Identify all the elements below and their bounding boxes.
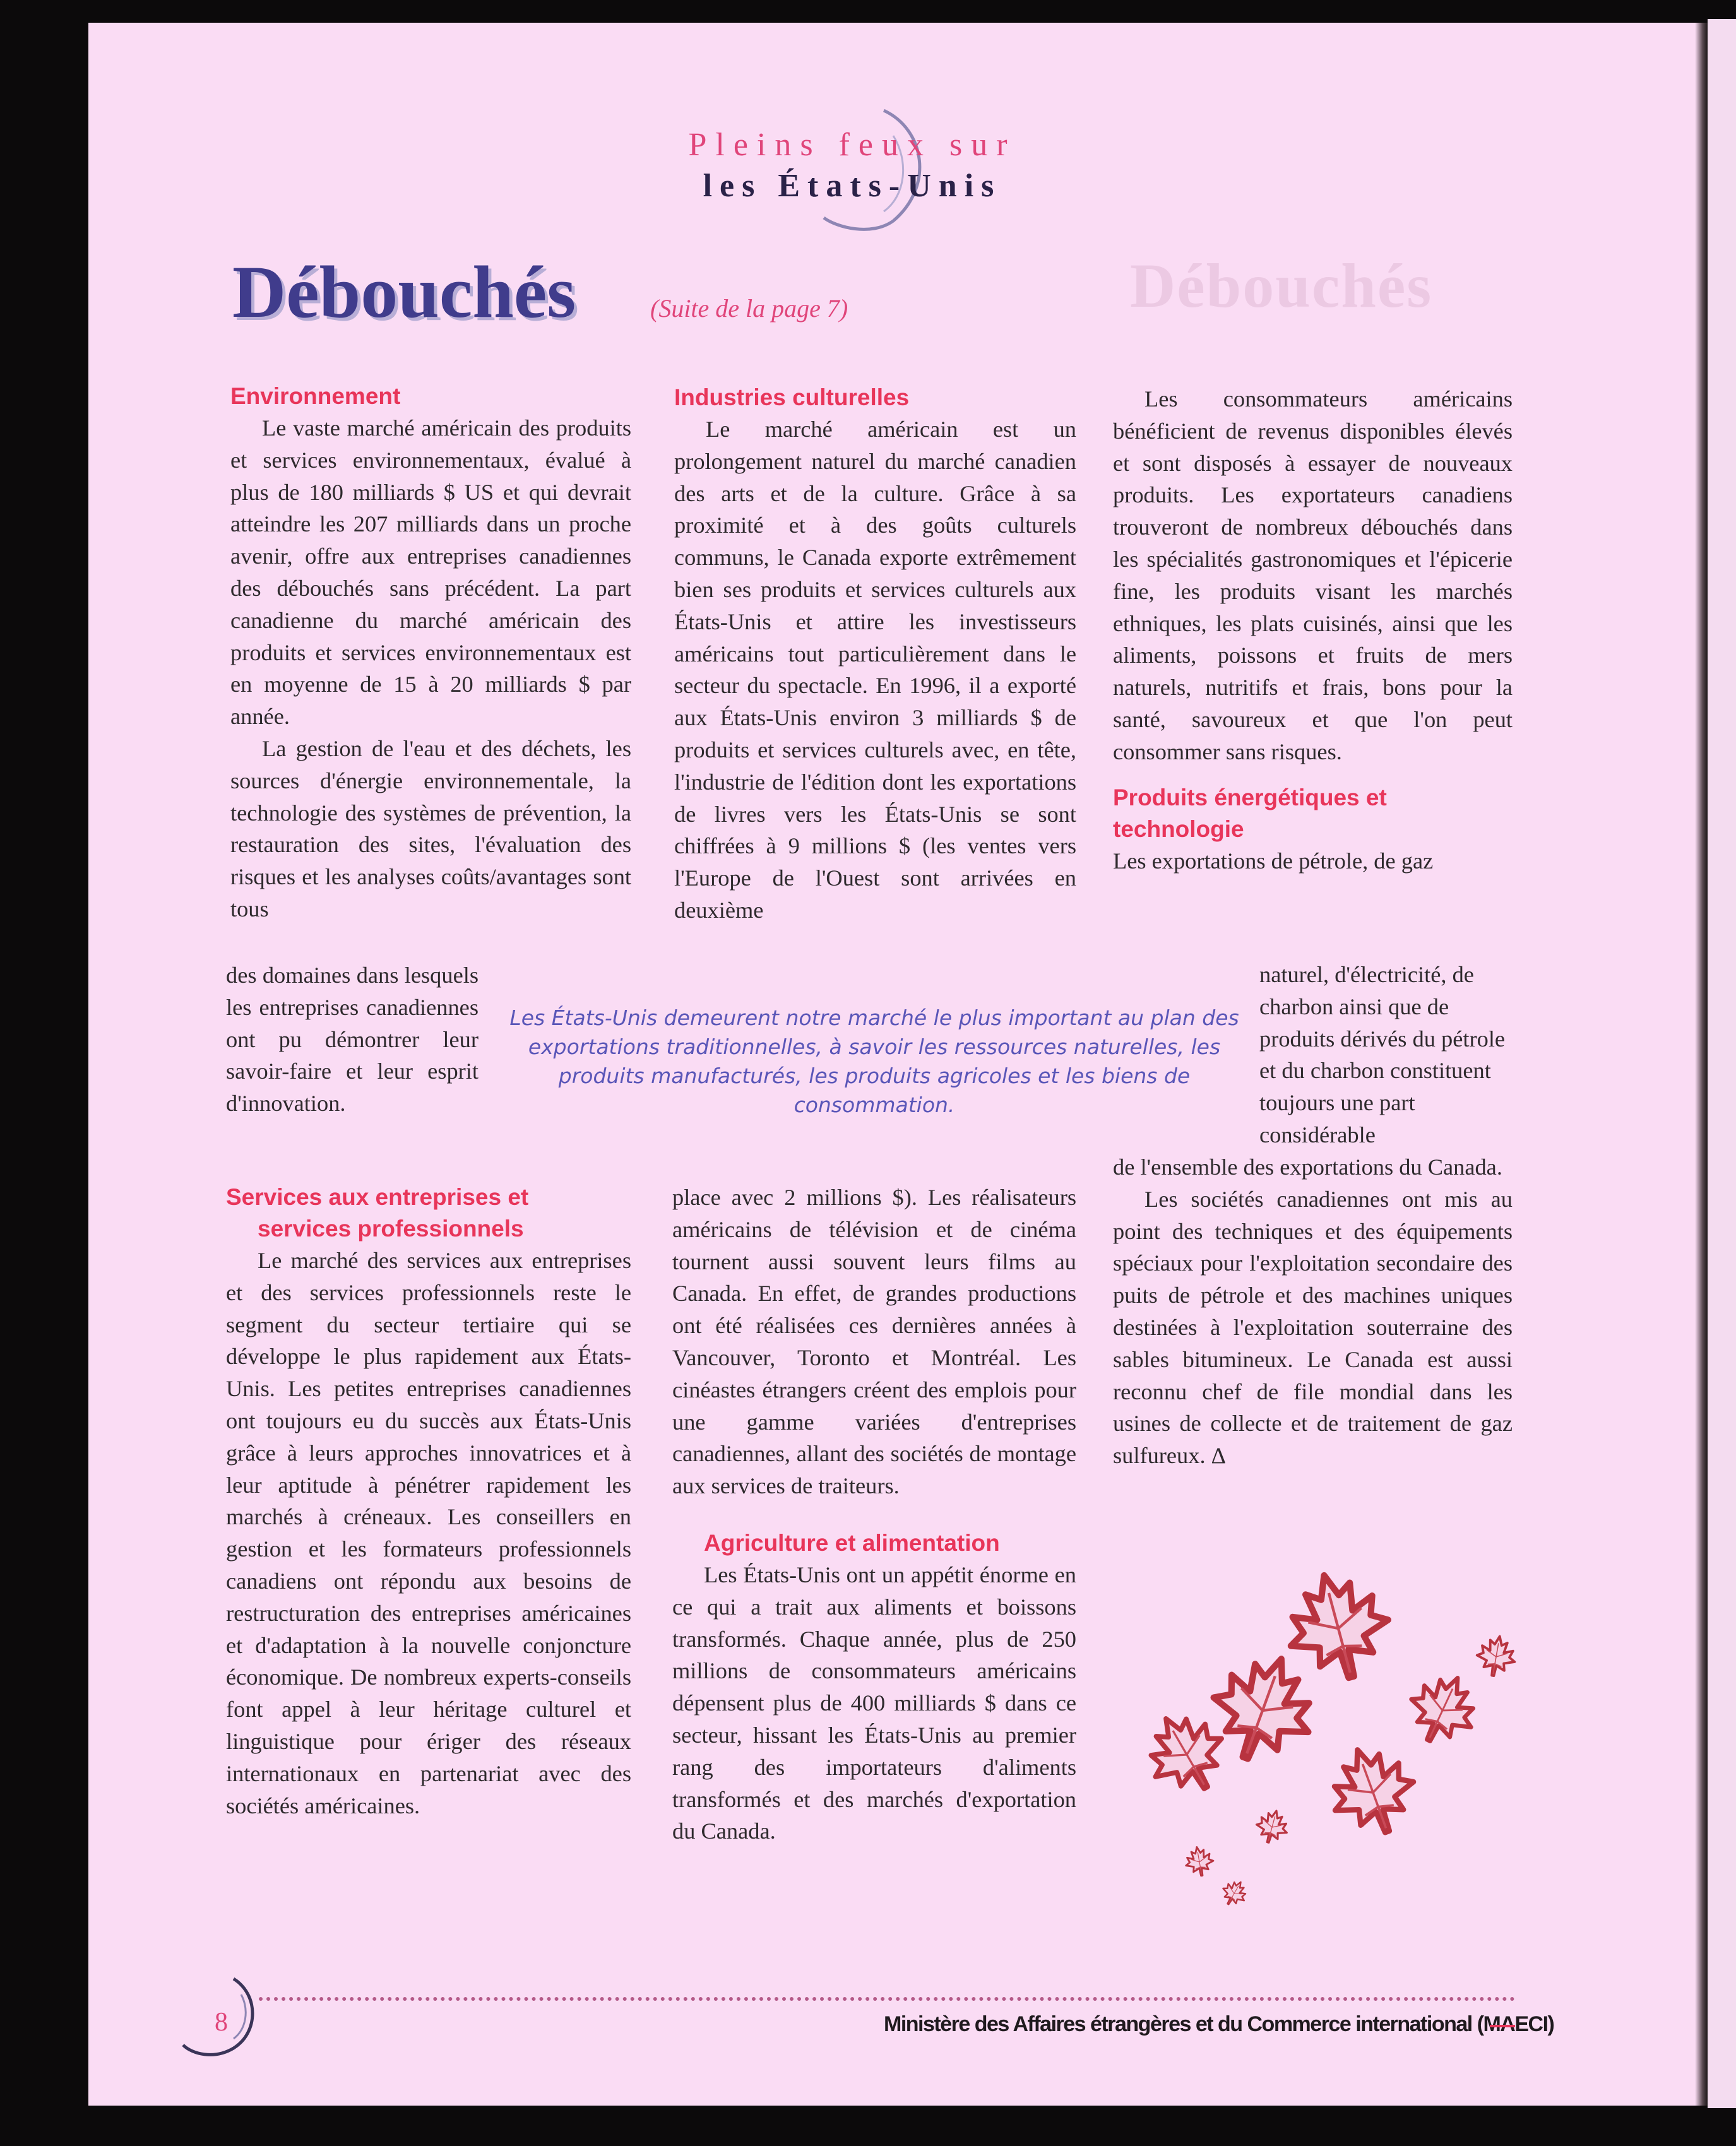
energy-paragraph-2: Les sociétés canadiennes ont mis au point des techniques et des équipements spéciaux pour l'exploitation secondaire des puits de pétrole et des machines uniques destinées à l'exploitation souterraine des sables bitumineux. Le Canada est aussi reconnu chef de file mondial dans les usines de collecte et de traitement de gaz sulfureux. Δ bbox=[1113, 1186, 1513, 1469]
show-through-heading: Débouchés bbox=[1130, 251, 1433, 321]
section-name: les États-Unis bbox=[703, 168, 1002, 204]
column-1-wrap bbox=[226, 959, 479, 1120]
footer-dash bbox=[1490, 2025, 1515, 2027]
culture-heading: Industries culturelles bbox=[674, 384, 910, 410]
footer-rule bbox=[259, 1997, 1515, 2001]
publisher-credit: Ministère des Affaires étrangères et du Commerce international (MAECI) bbox=[884, 2012, 1554, 2036]
column-3-top bbox=[1113, 383, 1513, 877]
column-3-wrap bbox=[1259, 959, 1511, 1151]
energy-paragraph-1-top: Les exportations de pétrole, de gaz bbox=[1113, 848, 1434, 874]
column-2-bottom bbox=[672, 1182, 1076, 1847]
agriculture-heading: Agriculture et alimentation bbox=[704, 1529, 1000, 1556]
column-3-bottom bbox=[1113, 1151, 1513, 1472]
page-gutter bbox=[1695, 23, 1708, 2106]
article-title: Débouchés bbox=[232, 251, 576, 333]
consumers-paragraph: Les consommateurs américains bénéficient de revenus disponibles élevés et sont disposés à essayer de nouveaux produits. Les exportateurs canadiens trouveront de nombreux débouchés dans les spécialités gastronomiques et l'épicerie fine, les produits visant les marchés ethniques, les plats cuisinés, ainsi que les aliments, poissons et fruits de mers naturels, nutritifs et frais, bons pour la santé, savoureux et que l'on peut consommer sans risques. bbox=[1113, 386, 1513, 764]
column-1-top bbox=[230, 381, 631, 925]
energy-heading-line-2: technologie bbox=[1113, 815, 1244, 842]
services-heading-line-1: Services aux entreprises et bbox=[226, 1184, 529, 1210]
column-2-top bbox=[674, 382, 1076, 927]
services-heading-line-2: services professionnels bbox=[258, 1216, 524, 1242]
pull-quote: Les États-Unis demeurent notre marché le plus important au plan des exportations traditionnelles, à savoir les ressources naturelles, les produits manufacturés, les produits agricoles et les biens de consommation. bbox=[509, 1005, 1239, 1117]
culture-paragraph-continued: place avec 2 millions $). Les réalisateurs américains de télévision et de cinéma tournent aussi souvent leurs films au Canada. En effet, de grandes productions ont été réalisées ces dernières années à Vancouver, Toronto et Montréal. Les cinéastes étrangers créent des emplois pour une gamme variées d'entreprises canadiennes, allant des sociétés de montage aux services de traiteurs. bbox=[672, 1185, 1076, 1499]
continued-note: (Suite de la page 7) bbox=[650, 294, 848, 323]
environment-heading: Environnement bbox=[230, 383, 401, 409]
maple-leaves-cluster-icon bbox=[1130, 1565, 1534, 1919]
page-number: 8 bbox=[215, 2008, 228, 2037]
column-1-bottom bbox=[226, 1182, 631, 1822]
services-paragraph: Le marché des services aux entreprises et des services professionnels reste le segment du secteur tertiaire qui se développe le plus rapidement aux États-Unis. Les petites entreprises canadiennes ont toujours eu du succès aux États-Unis grâce à leurs approches innovatrices et à leur aptitude à pénétrer rapidement les marchés à créneaux. Les conseillers en gestion et les formateurs professionnels canadiens ont répondu aux besoins de restructuration des entreprises américaines et d'adaptation à la nouvelle conjoncture économique. De nombreux experts-conseils font appel à leur héritage culturel et linguistique pour ériger des réseaux internationaux en partenariat avec des sociétés américaines. bbox=[226, 1248, 631, 1818]
environment-paragraph-1: Le vaste marché américain des produits et services environnementaux, évalué à plus de 180 milliards $ US et qui devrait atteindre les 207 milliards dans un proche avenir, offre aux entreprises canadiennes des débouchés sans précédent. La part canadienne du marché américain des produits et services environnementaux est en moyenne de 15 à 20 milliards $ par année. bbox=[230, 415, 631, 730]
environment-paragraph-2-wrap: des domaines dans lesquels les entreprises canadiennes ont pu démontrer leur savoir-faire et leur esprit d'innovation. bbox=[226, 963, 479, 1117]
agriculture-paragraph: Les États-Unis ont un appétit énorme en ce qui a trait aux aliments et boissons transformés. Chaque année, plus de 250 millions de consommateurs américains dépensent plus de 400 milliards $ dans ce secteur, hissant les États-Unis au premier rang des importateurs d'aliments transformés et des marchés d'exportation du Canada. bbox=[672, 1562, 1076, 1844]
energy-paragraph-1-bottom: de l'ensemble des exportations du Canada. bbox=[1113, 1154, 1502, 1180]
energy-paragraph-1-wrap: naturel, d'électricité, de charbon ainsi que de produits dérivés du pétrole et du charbon constituent toujours une part considérable bbox=[1259, 962, 1506, 1147]
facing-page-edge bbox=[1708, 19, 1736, 2108]
energy-heading-line-1: Produits énergétiques et bbox=[1113, 784, 1387, 810]
culture-paragraph-1: Le marché américain est un prolongement naturel du marché canadien des arts et de la culture. Grâce à sa proximité et à des goûts culturels communs, le Canada exporte extrêmement bien ses produits et services culturels aux États-Unis et attire les investisseurs américains tout particulièrement dans le secteur du spectacle. En 1996, il a exporté aux États-Unis environ 3 milliards $ de produits et services culturels avec, en tête, l'industrie de l'édition dont les exportations de livres vers les États-Unis se sont chiffrées à 9 millions $ (les ventes vers l'Europe de l'Ouest sont arrivées en deuxième bbox=[674, 417, 1076, 923]
environment-paragraph-2: La gestion de l'eau et des déchets, les sources d'énergie environnementale, la technologie des systèmes de prévention, la restauration des sites, l'évaluation des risques et les analyses coûts/avantages sont tous bbox=[230, 735, 631, 922]
section-kicker: Pleins feux sur bbox=[688, 127, 1016, 163]
